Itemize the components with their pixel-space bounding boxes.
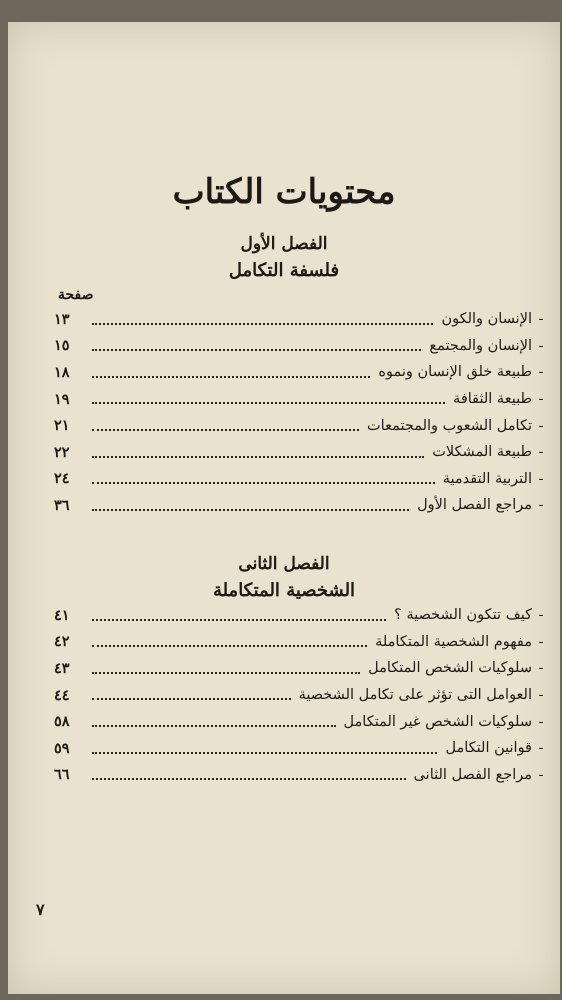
leader-dots <box>92 429 359 431</box>
entry-dash: - <box>538 687 544 704</box>
leader-dots <box>92 402 445 404</box>
leader-dots <box>92 482 435 484</box>
entry-dash: - <box>538 391 544 408</box>
entry-dash: - <box>538 766 544 783</box>
entry-dash: - <box>538 444 544 461</box>
entry-title: طبيعة المشكلات <box>432 444 532 461</box>
toc-entry <box>54 333 550 360</box>
entry-title: مراجع الفصل الثانى <box>413 766 532 783</box>
toc-entry <box>54 708 550 735</box>
toc-entry <box>54 682 550 709</box>
entry-page-number: ١٥ <box>54 337 70 355</box>
leader-dots <box>92 376 370 378</box>
chapter-1-entries <box>54 306 550 519</box>
toc-entry <box>54 655 550 682</box>
leader-dots <box>92 698 291 700</box>
chapter-1-subtitle: فلسفة التكامل <box>228 260 340 281</box>
entry-page-number: ٦٦ <box>54 766 70 784</box>
entry-dash: - <box>538 713 544 730</box>
leader-dots <box>92 323 433 325</box>
toc-entry <box>54 359 550 386</box>
book-page <box>8 22 560 994</box>
toc-entry <box>54 306 550 333</box>
toc-entry <box>54 492 550 519</box>
toc-entry <box>54 412 550 439</box>
page-column-label: صفحة <box>58 287 94 303</box>
entry-title: كيف تتكون الشخصية ؟ <box>394 607 532 624</box>
entry-title: تكامل الشعوب والمجتمعات <box>367 417 532 434</box>
entry-title: طبيعة خلق الإنسان ونموه <box>378 364 532 381</box>
toc-entry <box>54 466 550 493</box>
toc-entry <box>54 439 550 466</box>
leader-dots <box>92 645 367 647</box>
entry-title: سلوكيات الشخص غير المتكامل <box>343 713 532 730</box>
leader-dots <box>92 349 421 351</box>
entry-page-number: ٢١ <box>54 417 70 435</box>
chapter-1-heading: الفصل الأول <box>240 234 328 254</box>
entry-page-number: ٣٦ <box>54 496 70 514</box>
entry-page-number: ٢٢ <box>54 443 70 461</box>
entry-page-number: ٥٩ <box>54 739 70 757</box>
entry-title: قوانين التكامل <box>445 740 532 757</box>
entry-page-number: ١٣ <box>54 310 70 328</box>
entry-page-number: ٤٢ <box>54 633 70 651</box>
leader-dots <box>92 778 406 780</box>
entry-page-number: ١٩ <box>54 390 70 408</box>
entry-title: التربية التقدمية <box>442 470 532 487</box>
entry-dash: - <box>538 633 544 650</box>
entry-dash: - <box>538 417 544 434</box>
leader-dots <box>92 752 437 754</box>
leader-dots <box>92 456 424 458</box>
entry-dash: - <box>538 607 544 624</box>
leader-dots <box>92 509 409 511</box>
entry-dash: - <box>538 337 544 354</box>
toc-entry <box>54 735 550 762</box>
entry-dash: - <box>538 740 544 757</box>
toc-entry <box>54 629 550 656</box>
entry-title: الإنسان والمجتمع <box>429 337 532 354</box>
entry-dash: - <box>538 311 544 328</box>
entry-dash: - <box>538 660 544 677</box>
entry-title: مفهوم الشخصية المتكاملة <box>375 633 532 650</box>
entry-title: طبيعة الثقافة <box>453 391 532 408</box>
entry-page-number: ٥٨ <box>54 713 70 731</box>
entry-page-number: ١٨ <box>54 363 70 381</box>
entry-title: العوامل التى تؤثر على تكامل الشخصية <box>298 687 532 704</box>
entry-page-number: ٢٤ <box>54 470 70 488</box>
leader-dots <box>92 725 336 727</box>
leader-dots <box>92 619 386 621</box>
entry-dash: - <box>538 364 544 381</box>
toc-entry <box>54 602 550 629</box>
entry-page-number: ٤٤ <box>54 686 70 704</box>
entry-title: الإنسان والكون <box>441 311 532 328</box>
toc-entry <box>54 762 550 789</box>
entry-title: مراجع الفصل الأول <box>417 497 532 514</box>
chapter-2-subtitle: الشخصية المتكاملة <box>212 580 356 601</box>
entry-page-number: ٤١ <box>54 606 70 624</box>
entry-page-number: ٤٣ <box>54 659 70 677</box>
chapter-2-entries <box>54 602 550 788</box>
page-title: محتويات الكتاب <box>172 172 396 212</box>
entry-dash: - <box>538 497 544 514</box>
chapter-2-heading: الفصل الثانى <box>238 554 330 574</box>
entry-dash: - <box>538 470 544 487</box>
entry-title: سلوكيات الشخص المتكامل <box>368 660 532 677</box>
leader-dots <box>92 672 360 674</box>
page-number-folio: ٧ <box>36 900 45 919</box>
toc-entry <box>54 386 550 413</box>
